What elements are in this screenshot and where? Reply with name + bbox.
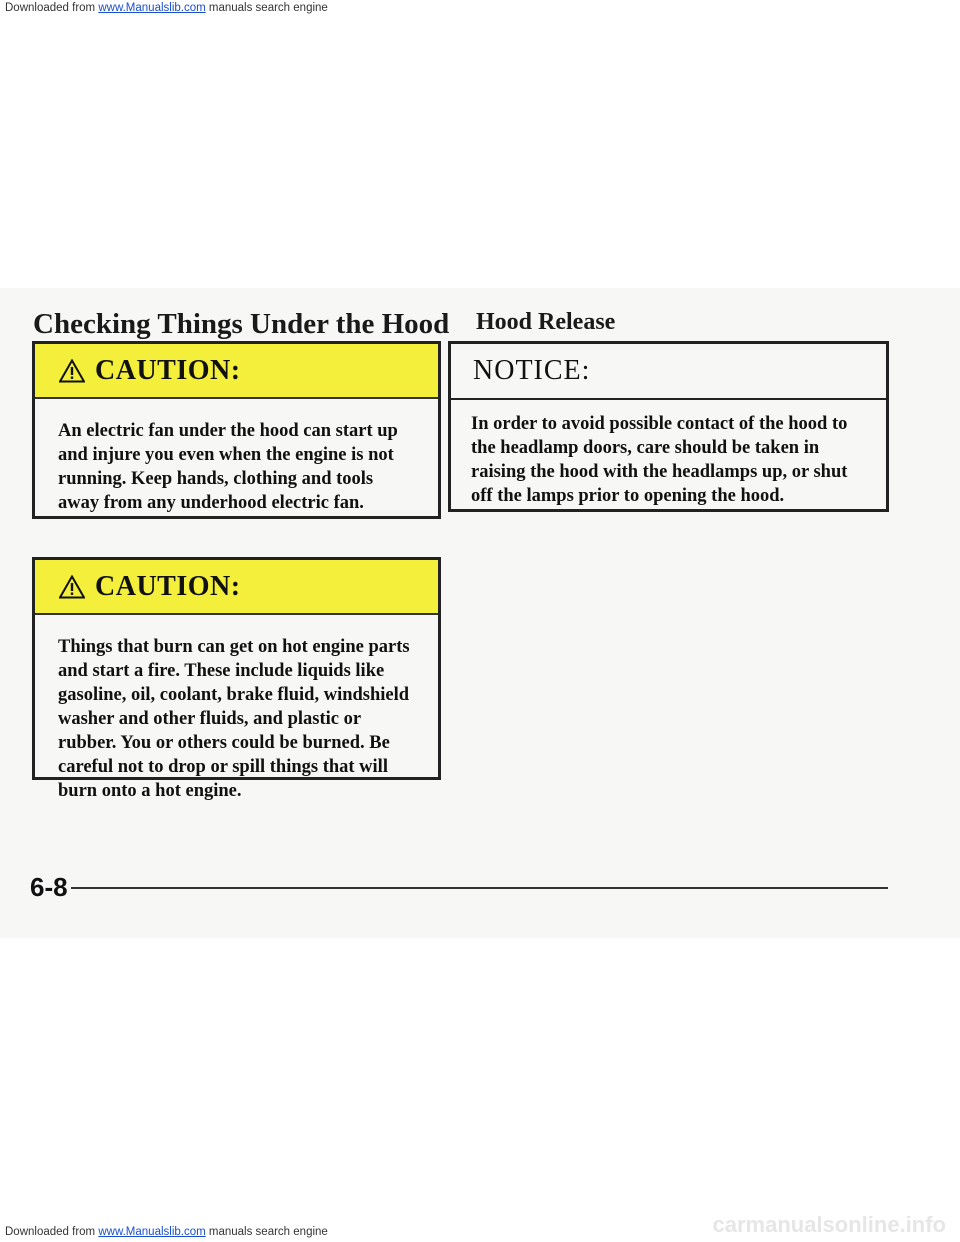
warning-triangle-icon	[59, 575, 85, 599]
notice-label: NOTICE:	[473, 355, 591, 386]
caution-label: CAUTION:	[95, 354, 241, 386]
caution-header	[35, 560, 438, 615]
notice-header	[451, 344, 886, 400]
notice-box-hood-release	[448, 341, 889, 512]
section-title-checking-hood: Checking Things Under the Hood	[33, 308, 450, 340]
manualslib-link[interactable]: www.Manualslib.com	[98, 1226, 206, 1238]
watermark-suffix: manuals search engine	[205, 2, 328, 14]
warning-triangle-icon	[59, 359, 85, 383]
download-watermark-bottom	[5, 1226, 328, 1238]
watermark-suffix: manuals search engine	[205, 1226, 328, 1238]
manualslib-link[interactable]: www.Manualslib.com	[98, 2, 206, 14]
caution-label: CAUTION:	[95, 570, 241, 602]
notice-text: In order to avoid possible contact of the hood to the headlamp doors, care should be taken in raising the hood with the headlamps up, or shut off the lamps prior to opening the hood.	[471, 414, 848, 506]
watermark-prefix: Downloaded from	[5, 1226, 99, 1238]
caution-box-flammables	[32, 557, 441, 801]
caution-header	[35, 344, 438, 399]
caution-box-electric-fan	[32, 341, 441, 519]
footer-divider	[71, 887, 888, 889]
watermark-prefix: Downloaded from	[5, 2, 99, 14]
page-number: 6-8	[30, 872, 68, 902]
site-watermark: carmanualsonline.info	[712, 1212, 946, 1237]
section-title-hood-release: Hood Release	[476, 309, 616, 335]
download-watermark-top	[5, 2, 328, 14]
caution-text: An electric fan under the hood can start up and injure you even when the engine is not running. Keep hands, clothing and tools away from any underhood electric fan.	[58, 421, 398, 513]
caution-text: Things that burn can get on hot engine parts and start a fire. These include liquids like gasoline, oil, coolant, brake fluid, windshield washer and other fluids, and plastic or rubber. You or others could be burned. Be careful not to drop or spill things that will burn onto a hot engine.	[58, 637, 410, 801]
